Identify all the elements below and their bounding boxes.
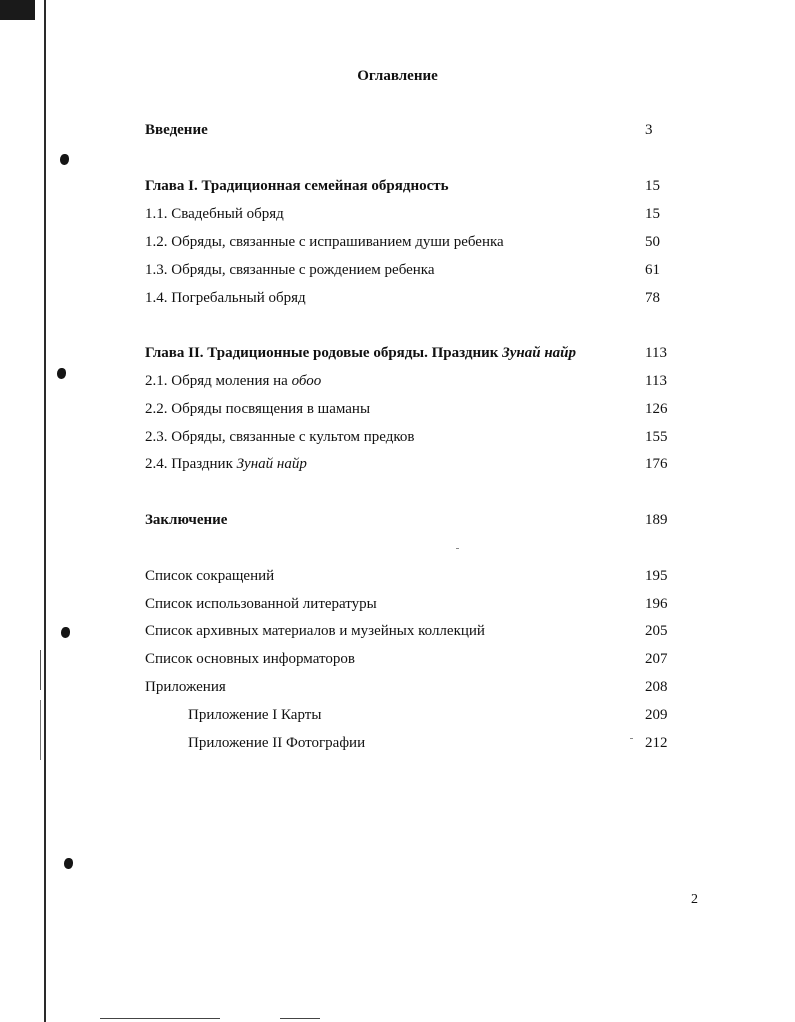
toc-entry-label: 1.3. Обряды, связанные с рождением ребенка [145, 262, 435, 278]
toc-entry-page: 3 [645, 122, 653, 138]
toc-entry-label: 1.4. Погребальный обряд [145, 290, 306, 306]
toc-entry [145, 289, 675, 307]
toc-entry-label: Заключение [145, 512, 228, 528]
scan-margin-line [40, 650, 41, 690]
toc-entry-page: 78 [645, 290, 660, 306]
toc-entry [145, 511, 675, 529]
toc-entry-label: Введение [145, 122, 208, 138]
scan-edge-mark [0, 0, 35, 20]
toc-entry [145, 595, 675, 613]
toc-entry [145, 400, 675, 418]
toc-entry [145, 455, 675, 473]
punch-hole-mark [64, 858, 73, 869]
toc-entry [145, 372, 675, 390]
toc-entry-page: 15 [645, 178, 660, 194]
toc-entry-label [145, 455, 307, 473]
toc-entry [145, 622, 675, 640]
scan-bottom-mark [100, 1018, 220, 1019]
toc-entry [145, 706, 675, 724]
toc-entry-label: Список использованной литературы [145, 596, 377, 612]
toc-entry-label-text: 2.1. Обряд моления на [145, 373, 292, 389]
toc-entry-label-text: 2.4. Праздник [145, 456, 237, 472]
toc-entry-page: 126 [645, 401, 668, 417]
toc-entry [145, 567, 675, 585]
toc-entry-page: 50 [645, 234, 660, 250]
toc-entry-page: 155 [645, 429, 668, 445]
toc-entry-page: 113 [645, 345, 667, 361]
toc-entry [145, 177, 675, 195]
toc-entry-label: Список основных информаторов [145, 651, 355, 667]
toc-entry-label: Приложение I Карты [188, 707, 322, 723]
toc-entry-label: Список архивных материалов и музейных коллекций [145, 623, 485, 639]
toc-entry-page: 196 [645, 596, 668, 612]
toc-entry-page: 212 [645, 735, 668, 751]
toc-entry [145, 650, 675, 668]
toc-entry [145, 261, 675, 279]
toc-entry-page: 189 [645, 512, 668, 528]
toc-entry [145, 233, 675, 251]
scan-margin-line [40, 700, 41, 760]
toc-entry-page: 207 [645, 651, 668, 667]
toc-entry-page: 176 [645, 456, 668, 472]
scan-margin-line [44, 0, 46, 1022]
toc-entry [145, 205, 675, 223]
toc-entry-page: 113 [645, 373, 667, 389]
punch-hole-mark [57, 368, 66, 379]
toc-entry-label [145, 344, 576, 362]
toc-entry [145, 428, 675, 446]
toc-entry-label: Приложения [145, 679, 226, 695]
toc-entry [145, 734, 675, 752]
toc-entry-label: 2.2. Обряды посвящения в шаманы [145, 401, 371, 417]
toc-entry-page: 15 [645, 206, 660, 222]
toc-entry-page: 195 [645, 568, 668, 584]
punch-hole-mark [60, 154, 69, 165]
toc-entry-page: 61 [645, 262, 660, 278]
page-number: 2 [691, 892, 698, 907]
toc-entry-label [145, 372, 321, 390]
toc-entry-label-italic: Зунай найр [502, 345, 577, 361]
scan-speck [456, 548, 459, 549]
toc-entry-label: 1.2. Обряды, связанные с испрашиванием души ребенка [145, 234, 504, 250]
toc-entry-label: Приложение II Фотографии [188, 735, 366, 751]
toc-entry-page: 208 [645, 679, 668, 695]
toc-entry-label-italic: Зунай найр [236, 456, 307, 472]
scan-bottom-mark [280, 1018, 320, 1019]
toc-entry-page: 205 [645, 623, 668, 639]
toc-entry-label-text: Глава II. Традиционные родовые обряды. Праздник [145, 345, 503, 361]
page-title: Оглавление [357, 68, 438, 84]
toc-entry-label: 1.1. Свадебный обряд [145, 206, 284, 222]
toc-entry [145, 121, 675, 139]
toc-entry-label: 2.3. Обряды, связанные с культом предков [145, 429, 415, 445]
toc-entry-label: Глава I. Традиционная семейная обрядность [145, 178, 449, 194]
toc-entry-label: Список сокращений [145, 568, 275, 584]
toc-entry [145, 678, 675, 696]
toc-entry-label-italic: обоо [291, 373, 322, 389]
toc-entry-page: 209 [645, 707, 668, 723]
toc-entry [145, 344, 675, 362]
punch-hole-mark [61, 627, 70, 638]
